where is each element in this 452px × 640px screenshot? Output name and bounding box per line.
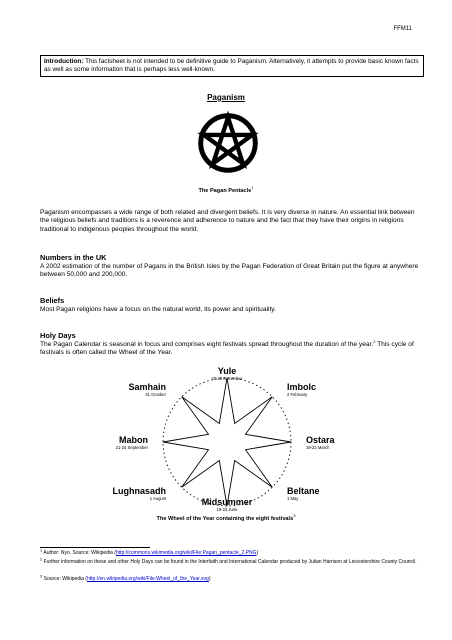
beliefs-paragraph: Most Pagan religions have a focus on the natural world, its power and spirituality.	[40, 306, 276, 313]
festival-date-ostara: 19-22 March	[306, 445, 330, 450]
introduction-label: Introduction:	[44, 58, 84, 65]
footnote-1-link[interactable]: http://commons.wikimedia.org/wiki/File:Pagan_pentacle_2.PNG	[115, 550, 257, 556]
numbers-paragraph: A 2002 estimation of the number of Pagans in the British Isles by the Pagan Federation of Great Britain put the figure at anywhere between 50,000 and 200,000.	[40, 263, 419, 279]
festival-date-samhain: 31 October	[145, 392, 166, 397]
festival-name-beltane: Beltane	[287, 486, 320, 496]
festival-date-imbolc: 2 February	[287, 392, 308, 397]
footnote-3: $^3$ Source: Wikipedia (http://en.wikipedia.org/wiki/File:Wheel_of_the_Year.svg)	[40, 573, 211, 582]
festival-name-yule: Yule	[217, 366, 237, 376]
wheel-star-icon	[163, 378, 291, 506]
pentacle-icon	[197, 112, 259, 174]
festival-name-samhain: Samhain	[128, 382, 166, 392]
festival-date-midsummer: 19-23 June	[216, 507, 238, 512]
pentacle-caption: The Pagan Pentacle$^1$	[198, 185, 254, 194]
introduction-text: This factsheet is not intended to be definitive guide to Paganism. Alternatively, it attempts to provide basic known facts as well as some information that is perhaps less well-known.	[44, 58, 419, 73]
wheel-of-the-year-diagram	[112, 365, 335, 515]
page-title: Paganism	[207, 93, 245, 102]
festival-name-ostara: Ostara	[306, 435, 335, 445]
festival-name-midsummer: Midsummer	[201, 497, 253, 507]
footnote-3-link[interactable]: http://en.wikipedia.org/wiki/File:Wheel_of_the_Year.svg	[86, 576, 209, 582]
festival-name-mabon: Mabon	[119, 435, 148, 445]
festival-name-imbolc: Imbolc	[287, 382, 317, 392]
holy-days-paragraph: The Pagan Calendar is seasonal in focus and comprises eight festivals spread throughout the duration of the year.$^2$ This cycle of festivals is often called the Wheel of the Year.	[40, 338, 414, 357]
wheel-caption: The Wheel of the Year containing the eight festivals$^3$	[156, 513, 296, 522]
festival-date-lughnasadh: 1 August	[149, 496, 166, 501]
festival-date-mabon: 21-24 September	[115, 445, 148, 450]
beliefs-heading: Beliefs	[40, 296, 65, 305]
footnote-divider	[40, 547, 150, 548]
numbers-heading: Numbers in the UK	[40, 253, 107, 262]
festival-date-beltane: 1 May	[287, 496, 299, 501]
footnote-2: $^2$ Further information on these and other Holy Days can be found in the Interfaith and International Calendar produced by Julian Harrison at Leicestershire County Council.	[40, 556, 417, 565]
document-code: FFM11	[393, 26, 412, 32]
footnote-1: $^1$ Author: Nyo. Source: Wikipedia (http://commons.wikimedia.org/wiki/File:Pagan_pentacle_2.PNG)	[40, 547, 259, 556]
festival-name-lughnasadh: Lughnasadh	[112, 486, 166, 496]
overview-paragraph: Paganism encompasses a wide range of both related and divergent beliefs. It is very diverse in nature. An essential link between the religious beliefs and traditions is a reverence and adherence to nature and the fact that they have their origins in religions traditional to indigenous peoples throughout the world.	[40, 209, 415, 233]
holy-days-heading: Holy Days	[40, 331, 76, 340]
introduction-box	[40, 55, 424, 77]
festival-date-yule: 20-23 December	[211, 376, 243, 381]
